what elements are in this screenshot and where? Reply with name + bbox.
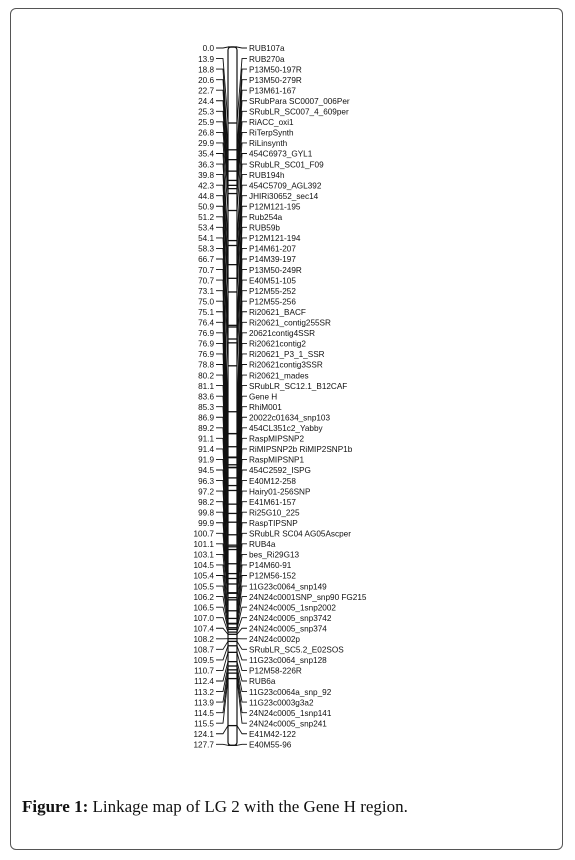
position-label: 73.1	[198, 286, 214, 296]
marker-label: RUB6a	[249, 677, 276, 687]
position-connector	[216, 641, 228, 649]
position-label: 106.2	[193, 592, 214, 602]
position-label: 78.8	[198, 360, 214, 370]
marker-label: Gene H	[249, 392, 278, 402]
marker-label: SRubLR_SC5.2_E02SOS	[249, 645, 344, 655]
marker-label: 24N24c0005_snp3742	[249, 613, 332, 623]
position-label: 112.4	[194, 677, 214, 687]
position-connector	[216, 662, 228, 681]
marker-label: E40M55-96	[249, 740, 292, 750]
caption-label: Figure 1:	[22, 797, 89, 816]
position-connector	[216, 628, 228, 634]
position-label: 13.9	[198, 54, 214, 64]
marker-label: 454C2592_ISPG	[249, 466, 311, 476]
marker-lines	[216, 47, 247, 745]
caption-text: Linkage map of LG 2 with the Gene H region.	[88, 797, 408, 816]
position-label: 76.9	[198, 339, 214, 349]
marker-label: 20022c01634_snp103	[249, 413, 331, 423]
position-label: 115.5	[194, 719, 214, 729]
marker-label: RiMIPSNP2b RiMIP2SNP1b	[249, 445, 353, 455]
position-label: 86.9	[198, 413, 214, 423]
marker-label: RhiM001	[249, 402, 282, 412]
marker-label: RiTerpSynth	[249, 128, 294, 138]
position-label: 53.4	[198, 223, 214, 233]
position-label: 114.5	[194, 708, 214, 718]
position-label: 100.7	[193, 529, 214, 539]
position-label: 22.7	[198, 86, 214, 96]
position-label: 108.2	[193, 635, 214, 644]
marker-label: JHIRi30652_sec14	[249, 191, 319, 201]
position-label: 25.9	[198, 118, 214, 128]
marker-label: Rub254a	[249, 213, 283, 222]
position-label: 81.1	[198, 381, 214, 391]
chromosome-outline	[228, 47, 237, 745]
marker-label: P12M121-194	[249, 234, 301, 244]
marker-label: Ri20621_mades	[249, 371, 309, 381]
position-label: 91.1	[198, 434, 214, 444]
position-label: 83.6	[198, 392, 214, 402]
marker-label: P14M60-91	[249, 561, 292, 571]
position-label: 39.8	[198, 170, 214, 180]
marker-label: SRubLR_SC01_F09	[249, 160, 324, 170]
marker-label: E40M12-258	[249, 476, 296, 486]
position-label: 106.5	[193, 603, 214, 613]
figure-caption	[22, 797, 552, 817]
marker-label: 11G23c0064_snp128	[249, 656, 327, 666]
position-label: 25.3	[198, 107, 214, 117]
position-label: 24.4	[198, 96, 214, 106]
position-label: 35.4	[198, 149, 214, 159]
marker-label: RUB4a	[249, 540, 276, 550]
position-label: 89.2	[198, 424, 214, 433]
marker-label: P12M121-195	[249, 202, 301, 212]
marker-label: RUB270a	[249, 54, 285, 64]
position-label: 29.9	[198, 139, 214, 149]
position-label: 70.7	[198, 265, 214, 275]
position-label: 76.4	[198, 318, 214, 328]
position-label: 0.0	[202, 44, 214, 54]
marker-label: P13M61-167	[249, 86, 296, 96]
position-connector	[216, 744, 228, 745]
position-label: 26.8	[198, 128, 214, 138]
marker-label: 24N24c0005_snp374	[249, 624, 327, 634]
marker-label: 24N24c0005_1snp141	[249, 708, 332, 718]
position-label: 50.9	[198, 202, 214, 212]
marker-label: bes_Ri29G13	[249, 550, 300, 560]
marker-label: SRubLR_SC12.1_B12CAF	[249, 381, 348, 391]
position-label: 113.9	[194, 698, 214, 708]
marker-label: 454C5709_AGL392	[249, 181, 322, 191]
marker-label: Ri25G10_225	[249, 508, 300, 518]
marker-labels	[249, 44, 367, 749]
marker-label: 454CL351c2_Yabby	[249, 424, 323, 433]
marker-label: RaspMIPSNP2	[249, 434, 305, 444]
marker-label: Ri20621contig3SSR	[249, 360, 323, 370]
marker-label: RiACC_oxi1	[249, 118, 294, 128]
marker-label: RUB194h	[249, 170, 285, 180]
marker-label: 454C6973_GYL1	[249, 149, 313, 159]
marker-label: RaspMIPSNP1	[249, 455, 305, 465]
position-label: 76.9	[198, 329, 214, 339]
marker-label: P12M56-152	[249, 571, 296, 581]
chromosome-bar	[228, 47, 237, 745]
position-label: 124.1	[193, 729, 214, 739]
position-labels	[194, 44, 215, 749]
marker-label: Ri20621contig2	[249, 339, 306, 349]
marker-label: 24N24c0005_1snp2002	[249, 603, 336, 613]
position-label: 58.3	[198, 244, 214, 254]
position-label: 18.8	[198, 65, 214, 75]
position-label: 97.2	[198, 487, 214, 497]
position-label: 107.4	[193, 624, 214, 634]
position-label: 54.1	[198, 234, 214, 244]
position-label: 110.7	[194, 666, 214, 676]
marker-label: SRubLR SC04 AG05Ascper	[249, 529, 351, 539]
marker-label: RUB59b	[249, 223, 280, 233]
position-label: 101.1	[193, 540, 214, 550]
marker-label: 11G23c0064_snp149	[249, 582, 327, 592]
marker-connector	[237, 744, 247, 745]
position-label: 91.9	[198, 455, 214, 465]
marker-label: P14M39-197	[249, 255, 296, 265]
position-label: 109.5	[193, 656, 214, 666]
marker-connector	[237, 726, 247, 734]
position-label: 66.7	[198, 255, 214, 265]
marker-label: E41M61-157	[249, 497, 296, 507]
marker-label: RaspTIPSNP	[249, 518, 298, 528]
position-label: 99.8	[198, 508, 214, 518]
marker-label: E41M42-122	[249, 729, 296, 739]
position-label: 44.8	[198, 191, 214, 201]
position-label: 105.5	[193, 582, 214, 592]
position-label: 113.2	[194, 687, 214, 697]
position-label: 80.2	[198, 371, 214, 381]
position-label: 94.5	[198, 466, 214, 476]
marker-label: P13M50-197R	[249, 65, 302, 75]
marker-label: 11G23c0003g3a2	[249, 698, 314, 708]
position-label: 36.3	[198, 160, 214, 170]
marker-label: P12M55-252	[249, 286, 296, 296]
marker-label: P13M50-279R	[249, 75, 302, 85]
marker-label: SRubLR_SC007_4_609per	[249, 107, 349, 117]
position-label: 70.7	[198, 276, 214, 286]
position-label: 107.0	[193, 613, 214, 623]
marker-label: RUB107a	[249, 44, 285, 54]
marker-label: P13M50-249R	[249, 265, 302, 275]
marker-label: E40M51-105	[249, 276, 296, 286]
position-label: 96.3	[198, 476, 214, 486]
position-label: 99.9	[198, 518, 214, 528]
marker-label: 24N24c0001SNP_snp90 FG215	[249, 592, 367, 602]
position-label: 20.6	[198, 75, 214, 85]
marker-connector	[237, 47, 247, 48]
position-connector	[216, 47, 228, 48]
marker-label: P14M61-207	[249, 244, 296, 254]
position-connector	[216, 59, 228, 123]
position-label: 91.4	[198, 445, 214, 455]
position-label: 127.7	[193, 740, 214, 750]
position-label: 75.1	[198, 307, 214, 317]
position-connector	[216, 726, 228, 734]
marker-label: RiLinsynth	[249, 139, 288, 149]
marker-label: P12M55-256	[249, 297, 296, 307]
position-label: 104.5	[193, 561, 214, 571]
position-label: 103.1	[193, 550, 214, 560]
position-label: 42.3	[198, 181, 214, 191]
position-label: 108.7	[193, 645, 214, 655]
position-label: 105.4	[193, 571, 214, 581]
marker-label: Ri20621_P3_1_SSR	[249, 350, 325, 360]
position-label: 98.2	[198, 497, 214, 507]
marker-label: 24N24c0005_snp241	[249, 719, 327, 729]
marker-label: Ri20621_BACF	[249, 307, 306, 317]
marker-label: 20621contig4SSR	[249, 329, 316, 339]
marker-label: P12M58-226R	[249, 666, 302, 676]
marker-label: Hairy01-256SNP	[249, 487, 311, 497]
position-label: 76.9	[198, 350, 214, 360]
marker-label: SRubPara SC0007_006Per	[249, 96, 350, 106]
marker-connector	[237, 641, 247, 649]
marker-label: 24N24c0002p	[249, 635, 300, 644]
position-label: 51.2	[198, 213, 214, 222]
position-label: 75.0	[198, 297, 214, 307]
position-label: 85.3	[198, 402, 214, 412]
marker-label: Ri20621_contig255SR	[249, 318, 331, 328]
marker-label: 11G23c0064a_snp_92	[249, 687, 332, 697]
